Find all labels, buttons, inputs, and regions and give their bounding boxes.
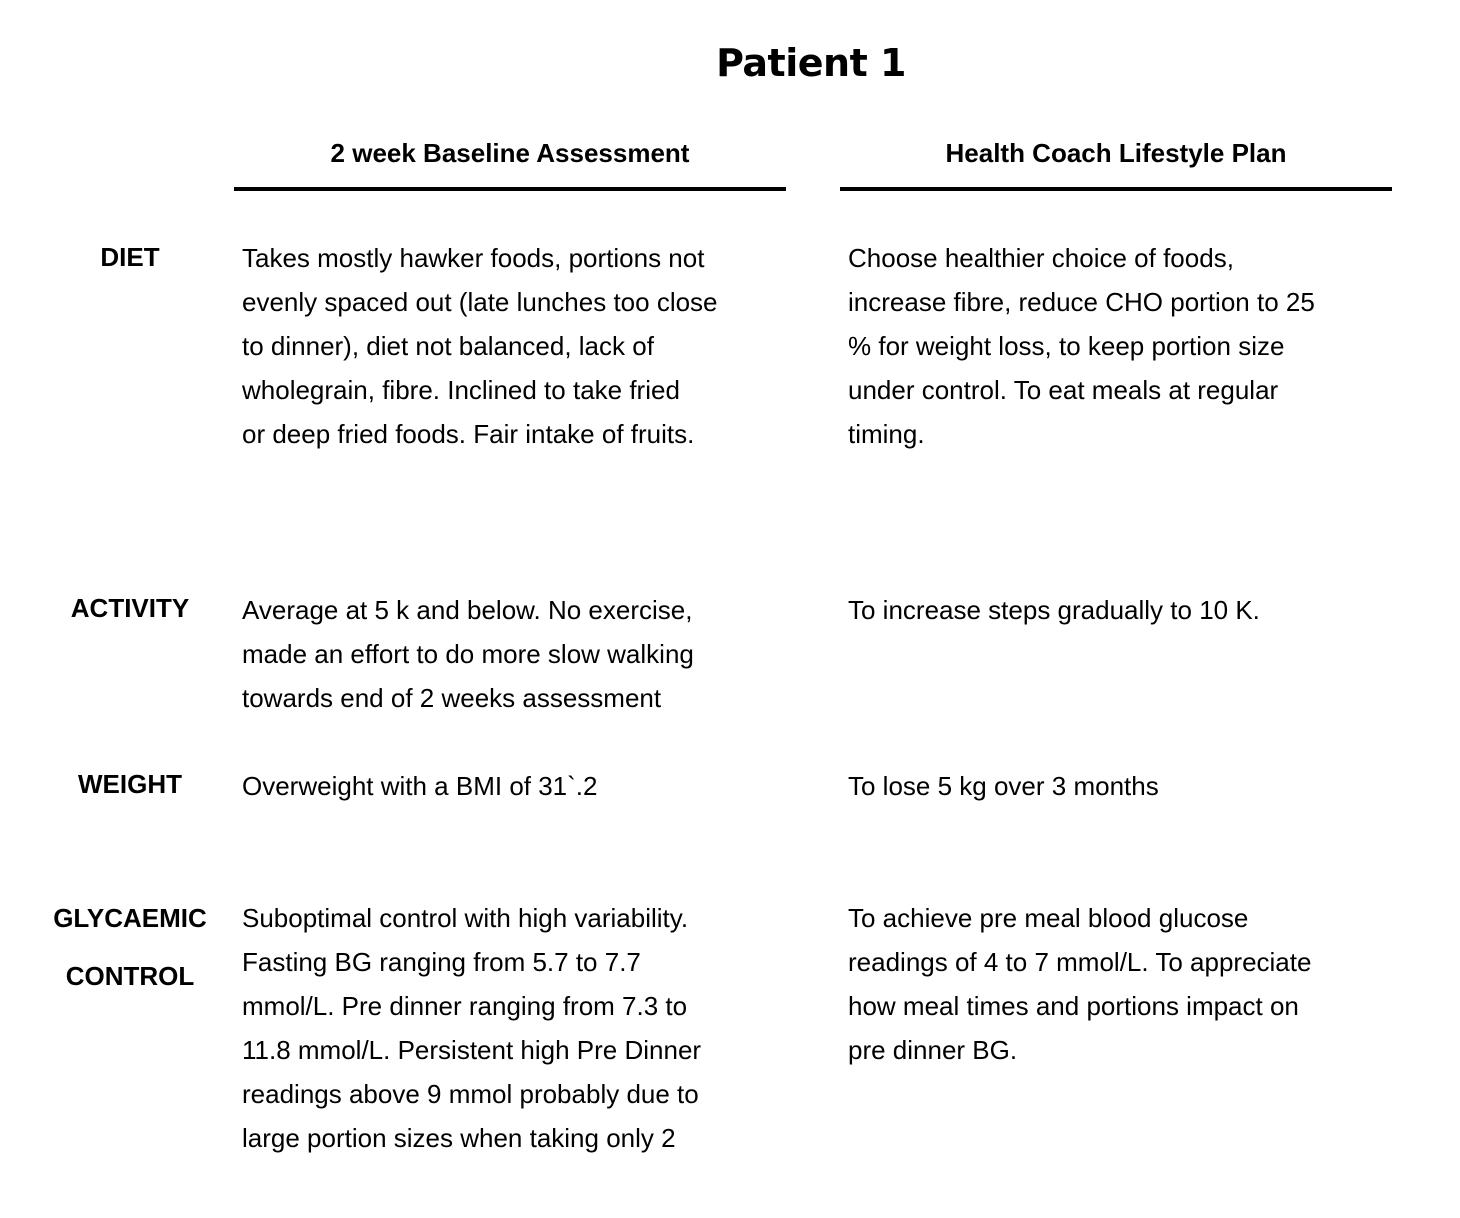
row-label-weight: WEIGHT [78,769,182,799]
page-title: Patient 1 [716,41,906,85]
column-header-baseline: 2 week Baseline Assessment [330,138,690,168]
row-label-glycaemic-control: GLYCAEMIC CONTROL [53,903,207,991]
plan-cell-glycaemic-control: To achieve pre meal blood glucose readings of 4 to 7 mmol/L. To appreciate how meal times and portions impact on pre dinner BG. [848,903,1312,1065]
baseline-cell-weight: Overweight with a BMI of 31`.2 [242,771,598,801]
baseline-cell-activity: Average at 5 k and below. No exercise, made an effort to do more slow walking towards end of 2 weeks assessment [242,595,694,713]
baseline-cell-glycaemic-control: Suboptimal control with high variability. Fasting BG ranging from 5.7 to 7.7 mmol/L. Pre dinner ranging from 7.3 to 11.8 mmol/L. Persistent high Pre Dinner readings above 9 mmol probably due to large portion sizes when taking only 2 [242,903,702,1153]
column-divider-plan [840,187,1392,191]
plan-cell-activity: To increase steps gradually to 10 K. [848,595,1260,625]
column-header-plan: Health Coach Lifestyle Plan [945,138,1287,168]
row-label-diet: DIET [100,242,160,272]
row-label-activity: ACTIVITY [70,593,190,623]
plan-cell-diet: Choose healthier choice of foods, increase fibre, reduce CHO portion to 25 % for weight loss, to keep portion size under control. To eat meals at regular timing. [848,243,1315,449]
plan-cell-weight: To lose 5 kg over 3 months [848,771,1159,801]
baseline-cell-diet: Takes mostly hawker foods, portions not evenly spaced out (late lunches too close to dinner), diet not balanced, lack of wholegrain, fibre. Inclined to take fried or deep fried foods. Fair intake of fruits. [242,243,718,449]
column-divider-baseline [234,187,786,191]
